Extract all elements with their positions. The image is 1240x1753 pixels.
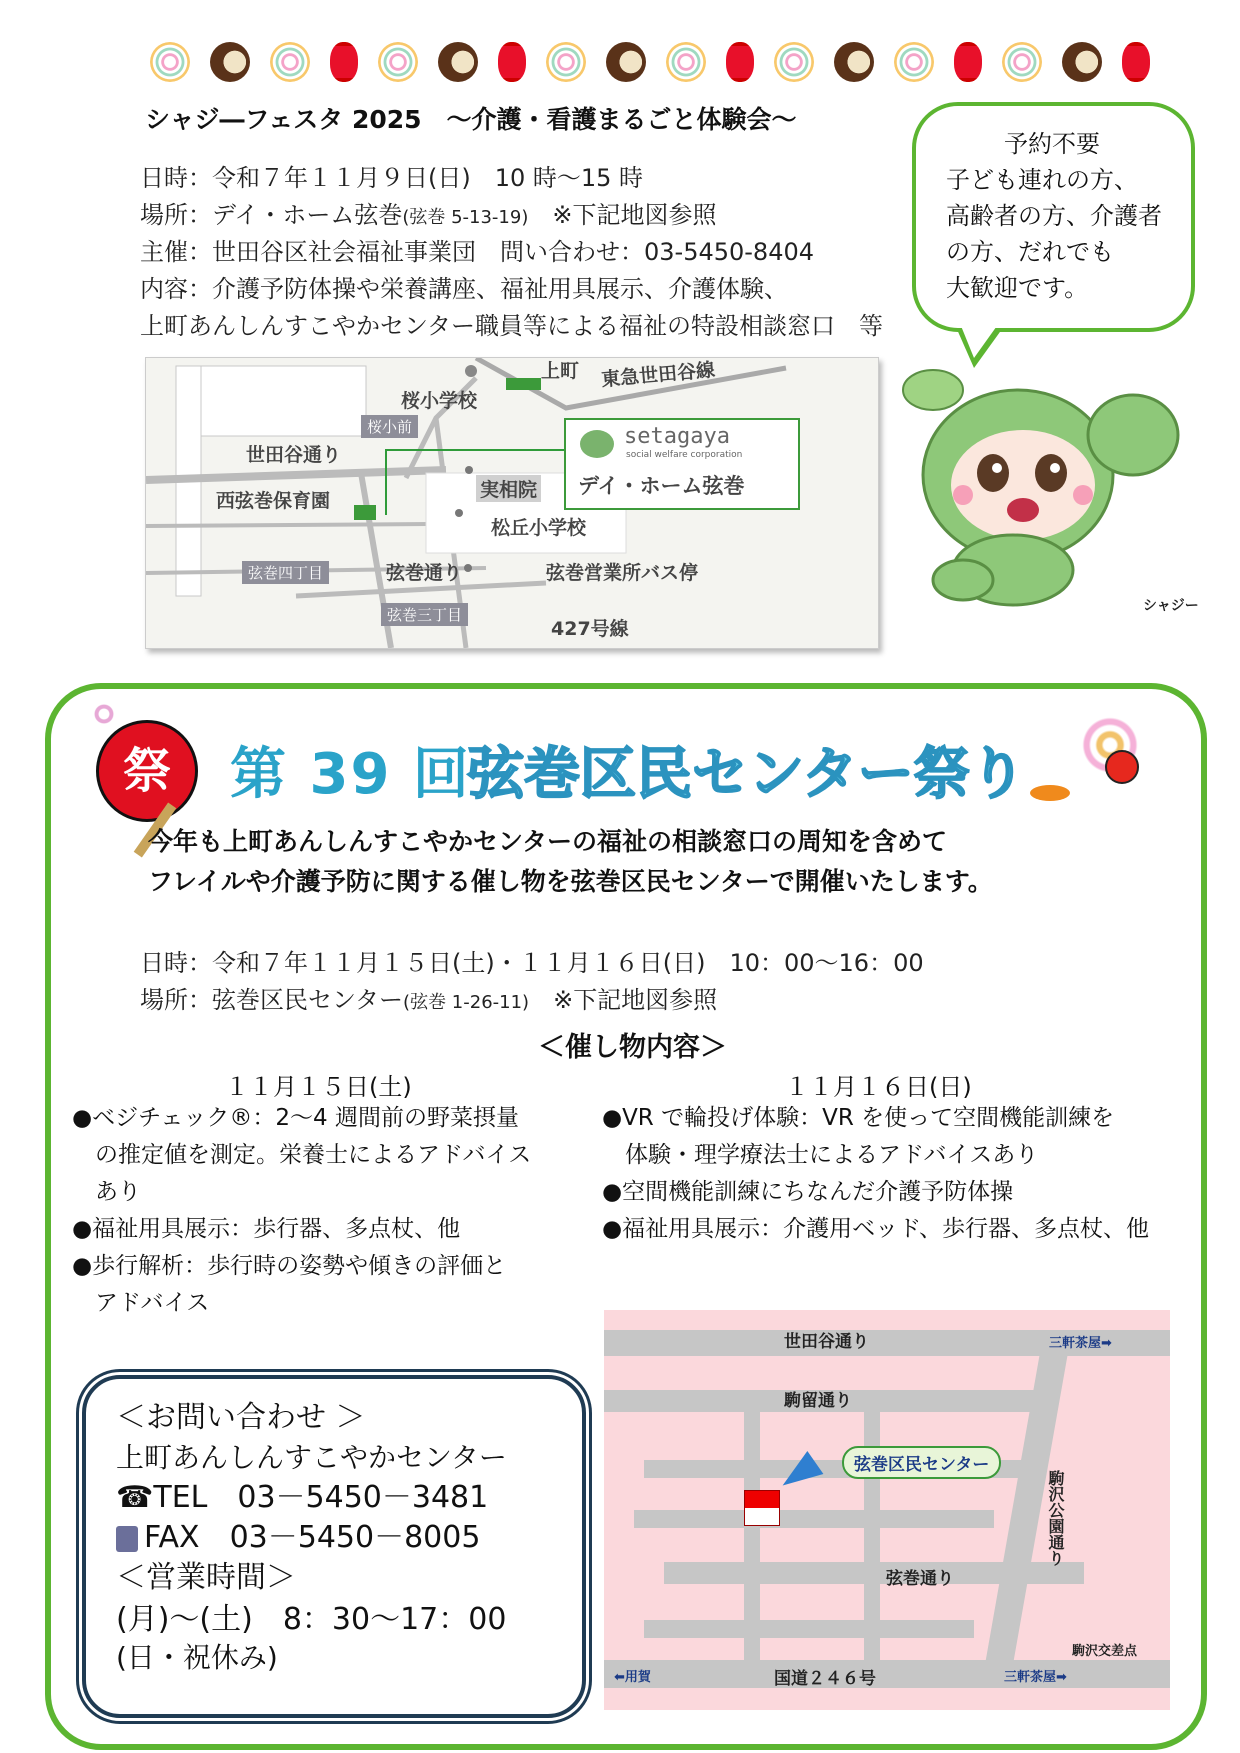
map1-sakura-stop: 桜小前 — [361, 415, 418, 438]
contact-fax: FAX 03－5450－8005 — [144, 1520, 481, 1555]
top-event-date: 日時：令和７年１１月９日(日) 10 時～15 時 — [140, 164, 644, 192]
map-day-home — [145, 357, 879, 649]
map1-matsuoka: 松丘小学校 — [491, 517, 587, 539]
map1-tsurumaki4: 弦巻四丁目 — [242, 561, 329, 584]
day2-item: ●VR で輪投げ体験：VR を使って空間機能訓練を — [602, 1105, 1115, 1131]
map1-kamimachi: 上町 — [541, 360, 580, 382]
day2-item: ●空間機能訓練にちなんだ介護予防体操 — [602, 1179, 1014, 1205]
festival-intro-1: 今年も上町あんしんすこやかセンターの福祉の相談窓口の周知を含めて — [148, 827, 948, 856]
map1-route427: 427号線 — [551, 618, 629, 640]
contact-hours-title: ＜営業時間＞ — [116, 1560, 296, 1595]
festival-place-main: 場所：弦巻区民センター — [140, 986, 404, 1014]
firework-icon — [894, 42, 934, 82]
map1-busstop: 弦巻営業所バス停 — [546, 562, 699, 584]
day2-title: １１月１６日(日) — [785, 1073, 972, 1101]
taiko-drum-icon — [834, 42, 874, 82]
firework-icon — [774, 42, 814, 82]
festival-title-number: 第 39 回 — [230, 742, 471, 807]
top-event-organizer: 主催：世田谷区社会福祉事業団 問い合わせ：03-5450-8404 — [140, 238, 815, 266]
top-event-place — [140, 195, 716, 230]
map1-dayhome: デイ・ホーム弦巻 — [578, 474, 745, 498]
map2-komazawa: 駒沢公園通り — [1046, 1470, 1065, 1566]
bubble-line-5: 大歓迎です。 — [946, 274, 1089, 302]
day2-item: ●福祉用具展示：介護用ベッド、歩行器、多点杖、他 — [602, 1216, 1149, 1242]
candy-apple-icon — [1105, 750, 1139, 784]
firework-icon — [270, 42, 310, 82]
road-246 — [604, 1660, 1170, 1688]
map-tsurumaki-center — [604, 1310, 1170, 1710]
setagaya-logo-icon — [580, 430, 614, 458]
top-event-place-addr: (弦巻 5-13-19) — [402, 207, 529, 228]
top-event-place-note: ※下記地図参照 — [552, 201, 717, 229]
fan-char: 祭 — [122, 743, 171, 799]
festival-place-note: ※下記地図参照 — [553, 986, 718, 1014]
mascot-name: シャジー — [1143, 598, 1199, 614]
center-marker — [744, 1490, 780, 1526]
lantern-icon — [1122, 42, 1150, 82]
firework-icon — [90, 700, 118, 728]
taiko-drum-icon — [438, 42, 478, 82]
map1-nishi-nursery: 西弦巻保育園 — [216, 490, 331, 512]
day1-item: ●歩行解析：歩行時の姿勢や傾きの評価と — [72, 1253, 507, 1279]
bubble-line-3: 高齢者の方、介護者 — [946, 202, 1162, 230]
day2-item: 体験・理学療法士によるアドバイスあり — [602, 1142, 1039, 1168]
day1-title: １１月１５日(土) — [225, 1073, 412, 1101]
map1-line: 東急世田谷線 — [600, 359, 716, 391]
events-title: ＜催し物内容＞ — [538, 1032, 727, 1063]
lantern-icon — [726, 42, 754, 82]
top-event-content-2: 上町あんしんすこやかセンター職員等による福祉の特設相談窓口 等 — [140, 312, 884, 340]
festival-place — [140, 980, 717, 1015]
fax-icon — [116, 1526, 138, 1552]
contact-closed: (日・祝休み) — [116, 1641, 278, 1674]
road — [644, 1620, 974, 1638]
road — [634, 1510, 994, 1528]
map1-setagaya-dori: 世田谷通り — [246, 444, 342, 466]
map1-jissoin: 実相院 — [476, 475, 541, 502]
map1-logo-sub: social welfare corporation — [626, 450, 743, 460]
bubble-line-1: 予約不要 — [1004, 130, 1100, 158]
map2-route246: 国道２４６号 — [774, 1669, 876, 1689]
road — [744, 1410, 760, 1660]
speech-bubble — [912, 102, 1195, 332]
day1-item: ●ベジチェック®：2～4 週間前の野菜摂量 — [72, 1105, 519, 1131]
map1-logo-text: setagaya — [624, 424, 730, 449]
map2-tsurumaki: 弦巻通り — [886, 1569, 954, 1589]
map1-tsurumaki3: 弦巻三丁目 — [381, 603, 468, 626]
map1-tsurumaki-dori: 弦巻通り — [386, 562, 463, 584]
lantern-icon — [330, 42, 358, 82]
day1-item: あり — [72, 1179, 141, 1205]
map2-setagaya-dori: 世田谷通り — [784, 1332, 869, 1352]
day1-list — [72, 1100, 572, 1322]
festival-date: 日時：令和７年１１月１５日(土)・１１月１６日(日) 10：00～16：00 — [140, 949, 924, 977]
bubble-tail-inner — [957, 316, 1004, 358]
firework-icon — [666, 42, 706, 82]
taiko-drum-icon — [1062, 42, 1102, 82]
matsuri-fan-icon — [96, 720, 198, 822]
map1-sakura-school: 桜小学校 — [401, 390, 478, 412]
festival-place-addr: (弦巻 1-26-11) — [403, 992, 530, 1013]
lantern-icon — [954, 42, 982, 82]
firework-icon — [378, 42, 418, 82]
contact-tel: ☎TEL 03－5450－3481 — [116, 1480, 489, 1515]
firework-icon — [1002, 42, 1042, 82]
map2-komadome: 駒留通り — [784, 1391, 852, 1411]
decoration-row — [150, 40, 1050, 84]
goldfish-icon — [1030, 785, 1070, 801]
top-event-content-1: 内容：介護予防体操や栄養講座、福祉用具展示、介護体験、 — [140, 275, 788, 303]
firework-icon — [150, 42, 190, 82]
map2-sangenjaya-top: 三軒茶屋➡ — [1049, 1336, 1112, 1351]
shajii-mascot — [893, 365, 1223, 620]
festival-title-main: 弦巻区民センター祭り — [468, 742, 1026, 807]
taiko-drum-icon — [606, 42, 646, 82]
mascot-illustration — [893, 365, 1223, 620]
top-event-place-main: 場所：デイ・ホーム弦巻 — [140, 201, 403, 229]
day1-item: の推定値を測定。栄養士によるアドバイス — [72, 1142, 532, 1168]
festival-intro-2: フレイルや介護予防に関する催し物を弦巻区民センターで開催いたします。 — [148, 867, 993, 896]
bubble-line-4: の方、だれでも — [946, 238, 1114, 266]
map2-sangenjaya-bottom: 三軒茶屋➡ — [1004, 1670, 1067, 1685]
firework-icon — [546, 42, 586, 82]
map2-yoga: ⬅用賀 — [614, 1670, 651, 1685]
map1-dayhome-box — [564, 418, 800, 510]
contact-title: ＜お問い合わせ ＞ — [116, 1400, 366, 1435]
day1-item: ●福祉用具展示：歩行器、多点杖、他 — [72, 1216, 461, 1242]
taiko-drum-icon — [210, 42, 250, 82]
lantern-icon — [498, 42, 526, 82]
map2-center: 弦巻区民センター — [842, 1446, 1001, 1479]
bubble-line-2: 子ども連れの方、 — [946, 166, 1138, 194]
contact-box — [82, 1375, 586, 1718]
map2-komazawa-junction: 駒沢交差点 — [1072, 1644, 1138, 1659]
day1-item: アドバイス — [72, 1290, 210, 1316]
contact-hours: (月)～(土) 8：30～17：00 — [116, 1602, 507, 1637]
top-event-title: シャジ―フェスタ 2025 ～介護・看護まるごと体験会～ — [145, 105, 797, 134]
arrow-icon — [775, 1451, 824, 1497]
contact-center: 上町あんしんすこやかセンター — [116, 1441, 507, 1474]
day2-list — [602, 1100, 1182, 1248]
